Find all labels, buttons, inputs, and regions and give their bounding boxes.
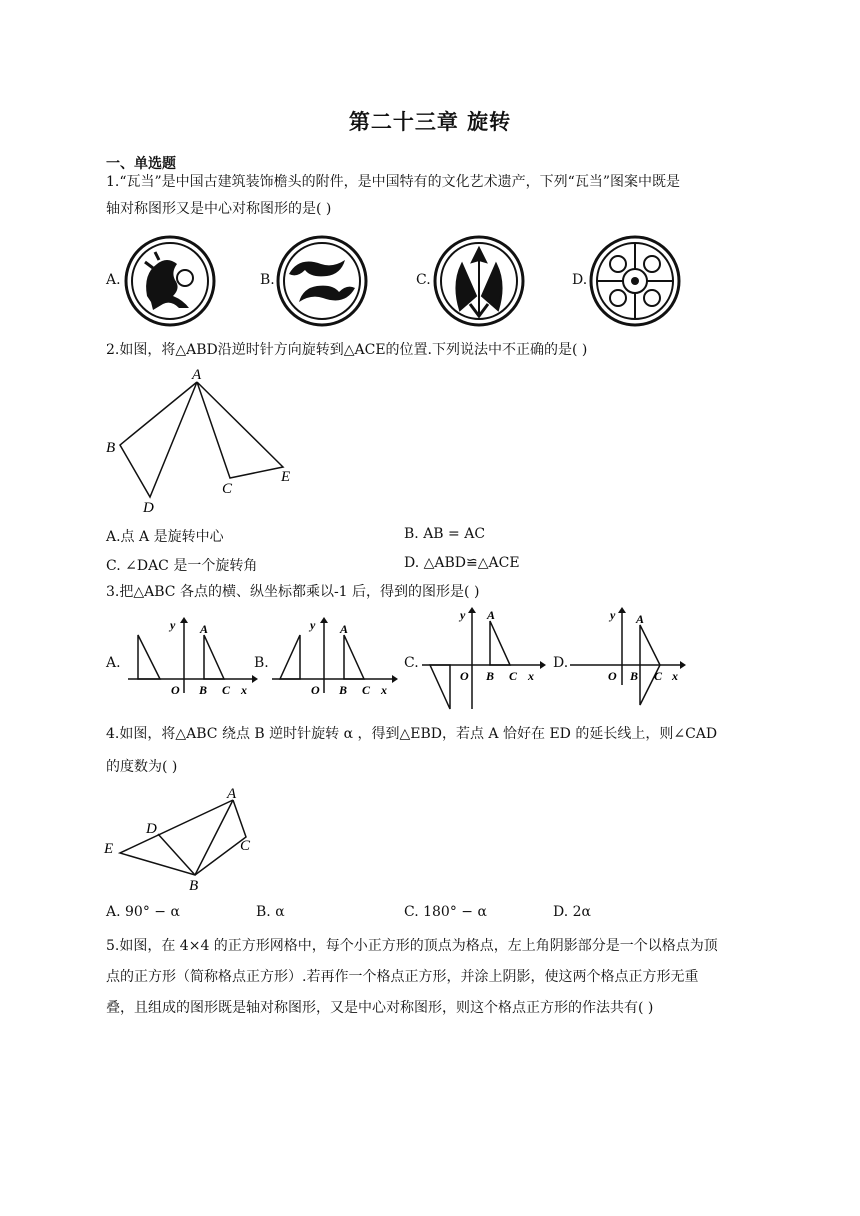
q2-label-a: A [192, 367, 202, 383]
q1-option-a-label: A. [106, 272, 121, 288]
q3-option-b-label: B. [254, 655, 269, 671]
q5-text-line3: 叠，且组成的图形既是轴对称图形，又是中心对称图形，则这个格点正方形的作法共有( ) [106, 1000, 654, 1016]
q3-option-c-label: C. [404, 655, 419, 671]
q1-text-line1: 1.“瓦当”是中国古建筑装饰檐头的附件，是中国特有的文化艺术遗产，下列“瓦当”图案中既是 [106, 174, 680, 190]
q3-b-label-c: C [362, 683, 371, 697]
q2-label-d: D [143, 500, 154, 515]
q4-option-c: C. 180° − α [404, 904, 487, 920]
q2-label-c: C [222, 481, 233, 497]
q3-a-label-x: x [241, 683, 247, 697]
q3-d-label-c: C [654, 669, 663, 683]
q3-option-b-graph [268, 615, 404, 700]
q4-label-c: C [240, 838, 251, 854]
q3-c-label-b: B [486, 669, 495, 683]
q4-option-a: A. 90° − α [106, 904, 180, 920]
q3-b-label-b: B [339, 683, 348, 697]
section-heading: 一、单选题 [106, 156, 176, 172]
q3-b-label-o: O [311, 683, 320, 697]
q3-option-c-graph [420, 605, 550, 715]
q3-option-a-graph [124, 615, 260, 700]
q3-b-label-a: A [340, 622, 349, 636]
q2-rotation-figure [100, 365, 310, 515]
q1-option-c-tile-image [432, 234, 526, 328]
q4-text-line1: 4.如图，将△ABC 绕点 B 逆时针旋转 α ，得到△EBD，若点 A 恰好在 ED 的延长线上，则∠CAD [106, 726, 718, 742]
q3-c-label-o: O [460, 669, 469, 683]
q4-label-d: D [146, 821, 157, 837]
q2-option-c: C. ∠DAC 是一个旋转角 [106, 558, 258, 574]
q3-b-label-x: x [381, 683, 387, 697]
q4-label-e: E [104, 841, 114, 857]
q1-option-d-tile-image [588, 234, 682, 328]
q4-label-b: B [189, 878, 199, 894]
q2-label-e: E [281, 469, 291, 485]
q1-option-b-label: B. [260, 272, 275, 288]
q4-text-line2: 的度数为( ) [106, 759, 178, 775]
q4-rotation-figure [100, 782, 270, 894]
q4-option-b: B. α [256, 904, 285, 920]
q3-a-label-b: B [199, 683, 208, 697]
q1-option-b-tile-image [275, 234, 369, 328]
q2-option-d: D. △ABD≌△ACE [404, 555, 520, 571]
q1-option-a-tile-image [123, 234, 217, 328]
q1-option-d-label: D. [572, 272, 588, 288]
q3-a-label-a: A [200, 622, 209, 636]
q1-option-c-label: C. [416, 272, 431, 288]
q5-text-line2: 点的正方形（简称格点正方形）.若再作一个格点正方形，并涂上阴影，使这两个格点正方形无重 [106, 969, 699, 985]
q3-a-label-o: O [171, 683, 180, 697]
q3-a-label-c: C [222, 683, 231, 697]
q1-text-line2: 轴对称图形又是中心对称图形的是( ) [106, 201, 332, 217]
q4-option-d: D. 2α [553, 904, 591, 920]
q3-c-label-c: C [509, 669, 518, 683]
q2-label-b: B [106, 440, 116, 456]
q3-d-label-b: B [630, 669, 639, 683]
q3-d-label-x: x [672, 669, 678, 683]
q2-text-line1: 2.如图，将△ABD沿逆时针方向旋转到△ACE的位置.下列说法中不正确的是( ) [106, 342, 588, 358]
q3-c-label-a: A [487, 608, 496, 622]
q3-b-y-label: y [310, 618, 316, 632]
q3-c-label-x: x [528, 669, 534, 683]
q3-text-line1: 3.把△ABC 各点的横、纵坐标都乘以-1 后，得到的图形是( ) [106, 584, 480, 600]
q3-d-label-a: A [636, 612, 645, 626]
q2-option-a: A.点 A 是旋转中心 [106, 529, 224, 545]
q3-a-y-label: y [170, 618, 176, 632]
q4-label-a: A [227, 786, 237, 802]
page-title: 第二十三章 旋转 [348, 110, 512, 134]
q5-text-line1: 5.如图，在 4×4 的正方形网格中，每个小正方形的顶点为格点，左上角阴影部分是一个以格点为顶 [106, 938, 718, 954]
q3-d-y-label: y [610, 608, 616, 622]
q3-option-d-label: D. [553, 655, 569, 671]
q3-option-a-label: A. [106, 655, 121, 671]
q2-option-b: B. AB = AC [404, 526, 486, 542]
q3-option-d-graph [568, 605, 692, 715]
q3-d-label-o: O [608, 669, 617, 683]
q3-c-y-label: y [460, 608, 466, 622]
